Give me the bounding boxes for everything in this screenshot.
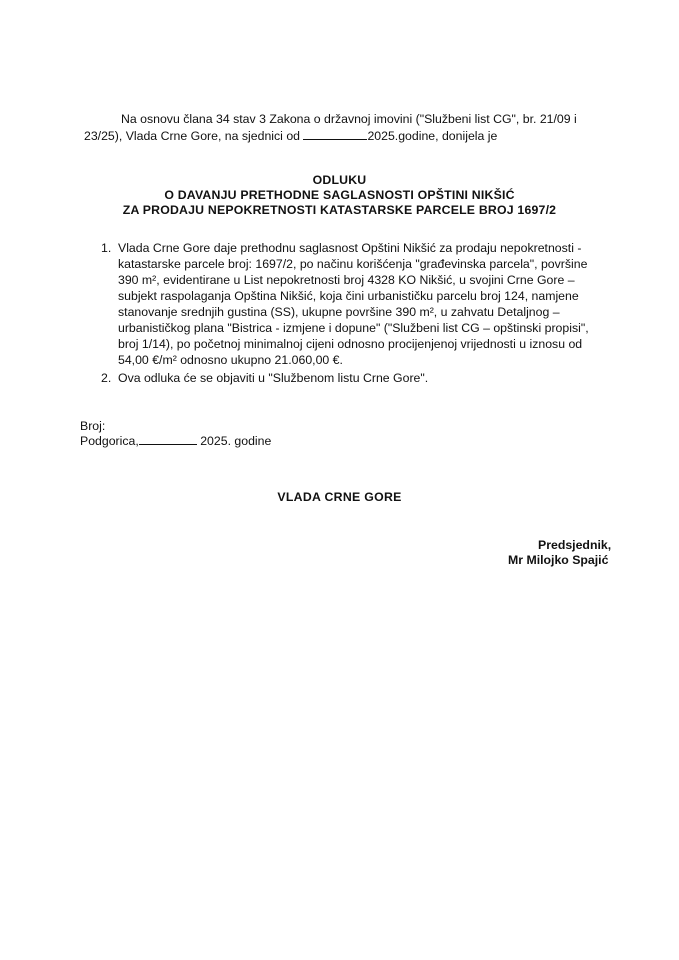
item-2-text — [118, 370, 614, 386]
intro-line-2-start: 23/25), Vlada Crne Gore, na sjednici od — [84, 129, 301, 143]
item-1-line: katastarske parcele broj: 1697/2, po načinu korišćenja "građevinska parcela", površine — [118, 257, 588, 271]
date-suffix: 2025. godine — [200, 434, 272, 448]
place-date-line — [80, 433, 271, 449]
document-number-label: Broj: — [80, 419, 106, 433]
item-1-line: 390 m², evidentirane u List nepokretnosti broj 4328 KO Nikšić, u svojini Crne Gore – — [118, 273, 575, 287]
item-1-line: subjekt raspolaganja Opština Nikšić, koja čini urbanističku parcelu broj 124, namjene — [118, 289, 579, 303]
decision-subtitle-2: ZA PRODAJU NEPOKRETNOSTI KATASTARSKE PARCELE BROJ 1697/2 — [122, 203, 557, 217]
item-2-number: 2. — [101, 371, 112, 385]
place-label: Podgorica, — [80, 434, 139, 448]
intro-line-2 — [84, 128, 497, 144]
item-1-line: 54,00 €/m² odnosno ukupno 21.060,00 €. — [118, 353, 343, 367]
item-1-line: urbanističkog plana "Bistrica - izmjene i dopune" ("Službeni list CG – opštinski propisi", — [118, 321, 589, 335]
intro-line-2-end: 2025.godine, donijela je — [367, 129, 498, 143]
session-date-blank — [303, 129, 367, 140]
item-1-line: broj 1/14), po početnoj minimalnoj cijeni odnosno procijenjenoj vrijednosti u iznosu od — [118, 337, 583, 351]
item-1-line: Vlada Crne Gore daje prethodnu saglasnost Opštini Nikšić za prodaju nepokretnosti - — [118, 241, 582, 255]
intro-line-1: Na osnovu člana 34 stav 3 Zakona o državnoj imovini ("Službeni list CG", br. 21/09 i — [121, 112, 577, 126]
item-1-line: stanovanje srednjih gustina (SS), ukupne površine 390 m², u zahvatu Detaljnog – — [118, 305, 560, 319]
decision-title: ODLUKU — [312, 173, 367, 187]
government-name: VLADA CRNE GORE — [277, 490, 402, 504]
item-1-number: 1. — [101, 241, 112, 255]
item-1-text — [118, 240, 614, 368]
signatory-name: Mr Milojko Spajić — [508, 553, 609, 567]
signatory-role: Predsjednik, — [538, 538, 612, 552]
date-blank — [139, 434, 197, 445]
decision-subtitle-1: O DAVANJU PRETHODNE SAGLASNOSTI OPŠTINI NIKŠIĆ — [164, 188, 515, 202]
item-2-line: Ova odluka će se objaviti u "Službenom listu Crne Gore". — [118, 371, 429, 385]
